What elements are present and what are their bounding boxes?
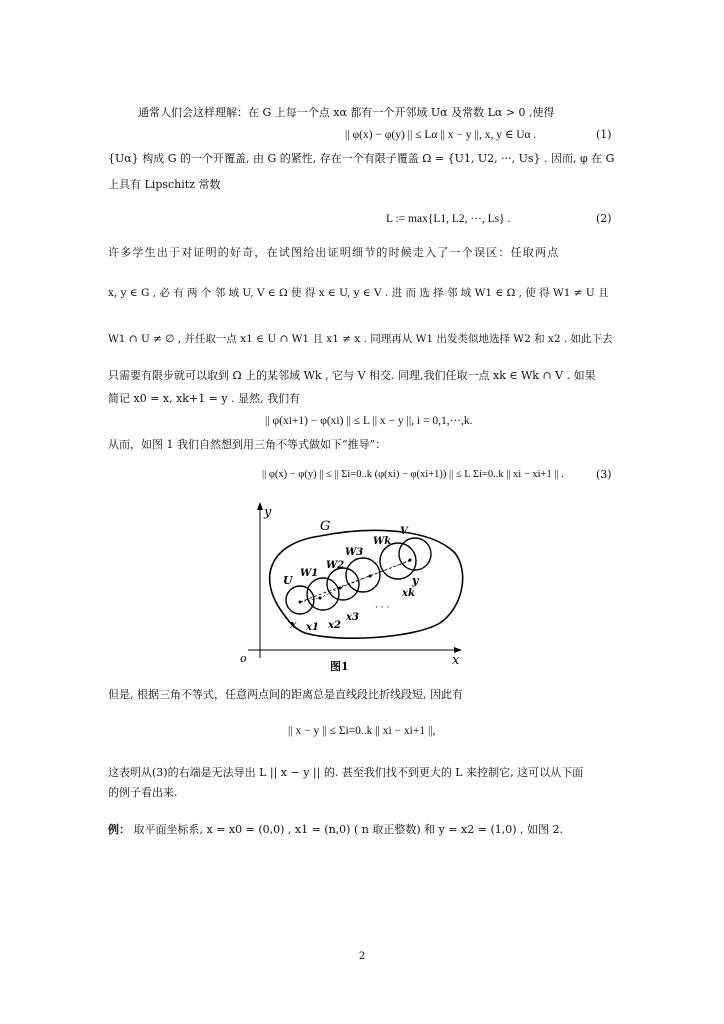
text-line: 上具有 Lipschitz 常数: [108, 178, 221, 191]
label-wk: Wk: [373, 536, 392, 547]
label-xk: xk: [402, 588, 415, 599]
text-line: 这表明从(3)的右端是无法导出 L || x − y || 的. 甚至我们找不到更大的 L 来控制它, 这可以从下面: [108, 766, 584, 779]
label-v: V: [400, 526, 408, 537]
origin-label: o: [240, 652, 247, 665]
text-line: 简记 x0 = x, xk+1 = y . 显然, 我们有: [108, 392, 301, 405]
x-axis-label: x: [452, 653, 460, 668]
label-x: x: [290, 618, 297, 631]
label-x2: x2: [328, 620, 341, 631]
text-line: W1 ∩ U ≠ ∅ , 并任取一点 x1 ∈ U ∩ W1 且 x1 ≠ x . 同理再从 W1 出发类似地选择 W2 和 x2 . 如此下去: [108, 333, 613, 345]
text-line: {Uα} 构成 G 的一个开覆盖, 由 G 的紧性, 存在一个有限子覆盖 Ω = {U1, U2, ···, Us} . 因而, φ 在 G: [108, 152, 615, 165]
equation-number: (3): [596, 468, 612, 481]
equation-2: L := max{L1, L2, ···, Ls} .: [386, 213, 511, 225]
neighborhood-w3: [346, 558, 380, 592]
label-w2: W2: [326, 560, 345, 571]
dashed-line: [300, 560, 412, 602]
text-line: 从而，如图 1 我们自然想到用三角不等式做如下“推导”：: [108, 438, 387, 451]
text-line: 的例子看出来.: [108, 786, 178, 799]
neighborhood-w1: [307, 578, 339, 610]
region-g: [270, 530, 463, 638]
label-y: y: [412, 574, 419, 587]
equation-number: (2): [596, 212, 612, 225]
text-line: 只需要有限步就可以取到 Ω 上的某邻域 Wk , 它与 V 相交. 同理,我们任取一点 xk ∈ Wk ∩ V . 如果: [108, 369, 596, 382]
label-u: U: [283, 574, 293, 587]
text-line: 许多学生出于对证明的好奇，在试图给出证明细节的时候走入了一个误区：任取两点: [108, 246, 560, 259]
equation-1: || φ(x) − φ(y) || ≤ Lα || x − y ||, x, y ∈ Uα .: [345, 129, 537, 141]
equation-number: (1): [596, 128, 612, 141]
y-axis-arrow: [257, 502, 263, 510]
equation-3: || φ(x) − φ(y) || ≤ || Σi=0..k (φ(xi) − φ(xi+1)) || ≤ L Σi=0..k || xi − xi+1 || .: [262, 469, 564, 480]
region-label: G: [320, 519, 331, 534]
neighborhood-w2: [327, 568, 359, 600]
label-x3: x3: [346, 612, 359, 623]
equation-mid: || φ(xi+1) − φ(xi) || ≤ L || x − y ||, i = 0,1,···,k.: [265, 415, 473, 427]
example-label: 例：: [108, 823, 130, 836]
text-line: 但是, 根据三角不等式，任意两点间的距离总是直线段比折线段短, 因此有: [108, 688, 463, 701]
label-w3: W3: [345, 547, 364, 558]
text-line: 通常人们会这样理解：在 G 上每一个点 xα 都有一个开邻域 Uα 及常数 Lα > 0 ,使得: [138, 106, 555, 119]
example-text: 取平面坐标系, x = x0 = (0,0) , x1 = (n,0) ( n 取正整数) 和 y = x2 = (1,0) , 如图 2.: [133, 823, 564, 836]
point-xk: [409, 559, 412, 562]
text-line: x, y ∈ G , 必 有 两 个 邻 域 U, V ∈ Ω 使 得 x ∈ U, y ∈ V . 进 而 选 择 邻 域 W1 ∈ Ω , 使 得 W1 ≠ U 且: [108, 287, 609, 299]
label-w1: W1: [300, 568, 319, 579]
point-x3: [369, 575, 372, 578]
example-line: [108, 823, 563, 837]
point-x1: [319, 597, 322, 600]
equation-4: || x − y || ≤ Σi=0..k || xi − xi+1 ||,: [288, 725, 436, 737]
y-axis-label: y: [264, 505, 272, 520]
figure-caption: 图1: [330, 660, 349, 673]
neighborhood-u: [286, 586, 314, 614]
label-x1: x1: [306, 622, 319, 633]
point-x: [299, 601, 302, 604]
point-x2: [339, 587, 342, 590]
ellipsis-dots: · · ·: [375, 603, 390, 613]
page-number: 2: [358, 951, 366, 962]
figure-1: [230, 498, 490, 678]
